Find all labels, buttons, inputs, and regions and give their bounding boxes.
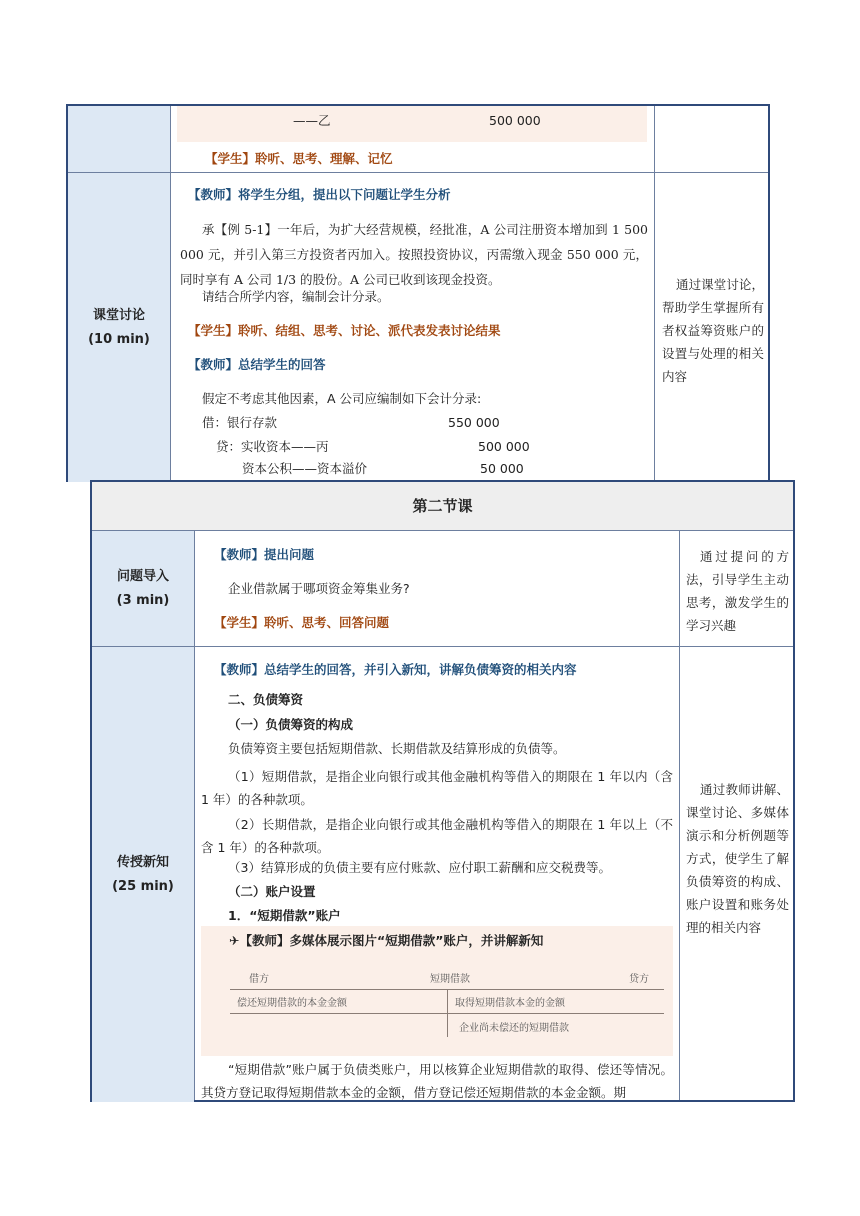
teach-note: 通过教师讲解、课堂讨论、多媒体演示和分析例题等方式，使学生了解负债筹资的构成、账户设置和账务处理的相关内容 (686, 782, 789, 935)
entry-debit-amount: 550 000 (448, 415, 500, 430)
teach-duration: (25 min) (112, 878, 174, 894)
teacher-summary: 【教师】总结学生的回答 (188, 357, 326, 372)
entry-amount: 500 000 (489, 113, 541, 128)
ledger-debit-label: 借方 (249, 974, 269, 985)
entry-credit-amount: 500 000 (478, 439, 530, 454)
heading-composition: （一）负债筹资的构成 (228, 717, 354, 732)
entry-credit2-account: 资本公积——资本溢价 (242, 461, 368, 476)
ledger-left-entry: 偿还短期借款的本金金额 (237, 998, 347, 1009)
teach-teacher-line: 【教师】总结学生的回答，并引入新知，讲解负债筹资的相关内容 (214, 662, 577, 677)
instruction-text: 请结合所学内容，编制会计分录。 (202, 289, 390, 304)
intro-student-line: 【学生】聆听、思考、回答问题 (214, 615, 390, 630)
ledger-credit-label: 贷方 (629, 974, 649, 985)
teach-label: 传授新知 (116, 854, 169, 870)
ledger-right-entry: 取得短期借款本金的金额 (455, 998, 565, 1009)
entry-account: ——乙 (293, 113, 331, 128)
ledger-title: 短期借款 (430, 974, 470, 985)
label-cell-teach (92, 647, 194, 1102)
discussion-label: 课堂讨论 (92, 307, 145, 323)
intro-question: 企业借款属于哪项资金筹集业务? (228, 581, 410, 596)
lesson-table-1 (66, 104, 770, 482)
student-line-top: 【学生】聆听、思考、理解、记忆 (205, 151, 393, 166)
label-cell-discussion (68, 173, 170, 482)
intro-teacher-line: 【教师】提出问题 (214, 547, 315, 562)
label-cell-empty (68, 106, 170, 172)
heading-accounts: （二）账户设置 (228, 884, 316, 899)
para-account-desc: “短期借款”账户属于负债类账户，用以核算企业短期借款的取得、偿还等情况。其贷方登记取得短期借款本金的金额，借方登记偿还短期借款的本金金额。期 (201, 1062, 673, 1100)
section-title: 第二节课 (412, 497, 473, 515)
intro-duration: (3 min) (116, 592, 170, 608)
discussion-note: 通过课堂讨论，帮助学生掌握所有者权益筹资账户的设置与处理的相关内容 (662, 277, 764, 384)
entry-credit-account: 贷：实收资本——丙 (216, 439, 329, 454)
para-settlement: （3）结算形成的负债主要有应付账款、应付职工薪酬和应交税费等。 (228, 860, 611, 875)
lesson-table-2 (90, 480, 795, 1102)
discussion-duration: (10 min) (88, 331, 150, 347)
label-cell-intro (92, 531, 194, 646)
assume-text: 假定不考虑其他因素，A 公司应编制如下会计分录: (202, 391, 482, 406)
case-text: 承【例 5-1】一年后，为扩大经营规模，经批准，A 公司注册资本增加到 1 500 000 元，并引入第三方投资者丙加入。按照投资协议，丙需缴入现金 550 000 元，同时享有 A 公司 1/3 的股份。A 公司已收到该现金投资。 (180, 222, 648, 287)
para-long-term: （2）长期借款，是指企业向银行或其他金融机构等借入的期限在 1 年以上（不含 1 年）的各种款项。 (201, 817, 673, 855)
heading-debt-financing: 二、负债筹资 (228, 692, 304, 707)
entry-highlight (177, 106, 647, 142)
student-line-discussion: 【学生】聆听、结组、思考、讨论、派代表发表讨论结果 (188, 323, 501, 338)
entry-credit2-amount: 50 000 (480, 461, 524, 476)
ledger-mid-line (230, 1013, 664, 1014)
heading-short-term-account: 1．“短期借款”账户 (228, 908, 341, 923)
entry-debit-account: 借：银行存款 (202, 415, 278, 430)
intro-label: 问题导入 (116, 568, 169, 584)
section-title-cell (92, 482, 793, 530)
intro-note: 通过提问的方法，引导学生主动思考，激发学生的学习兴趣 (686, 549, 789, 633)
para-short-term: （1）短期借款，是指企业向银行或其他金融机构等借入的期限在 1 年以内（含 1 年）的各种款项。 (201, 769, 673, 807)
ledger-right-balance: 企业尚未偿还的短期借款 (459, 1023, 569, 1034)
media-line: ✈【教师】多媒体展示图片“短期借款”账户，并讲解新知 (229, 933, 544, 948)
para-composition: 负债筹资主要包括短期借款、长期借款及结算形成的负债等。 (228, 741, 566, 756)
teacher-prompt: 【教师】将学生分组，提出以下问题让学生分析 (188, 187, 451, 202)
